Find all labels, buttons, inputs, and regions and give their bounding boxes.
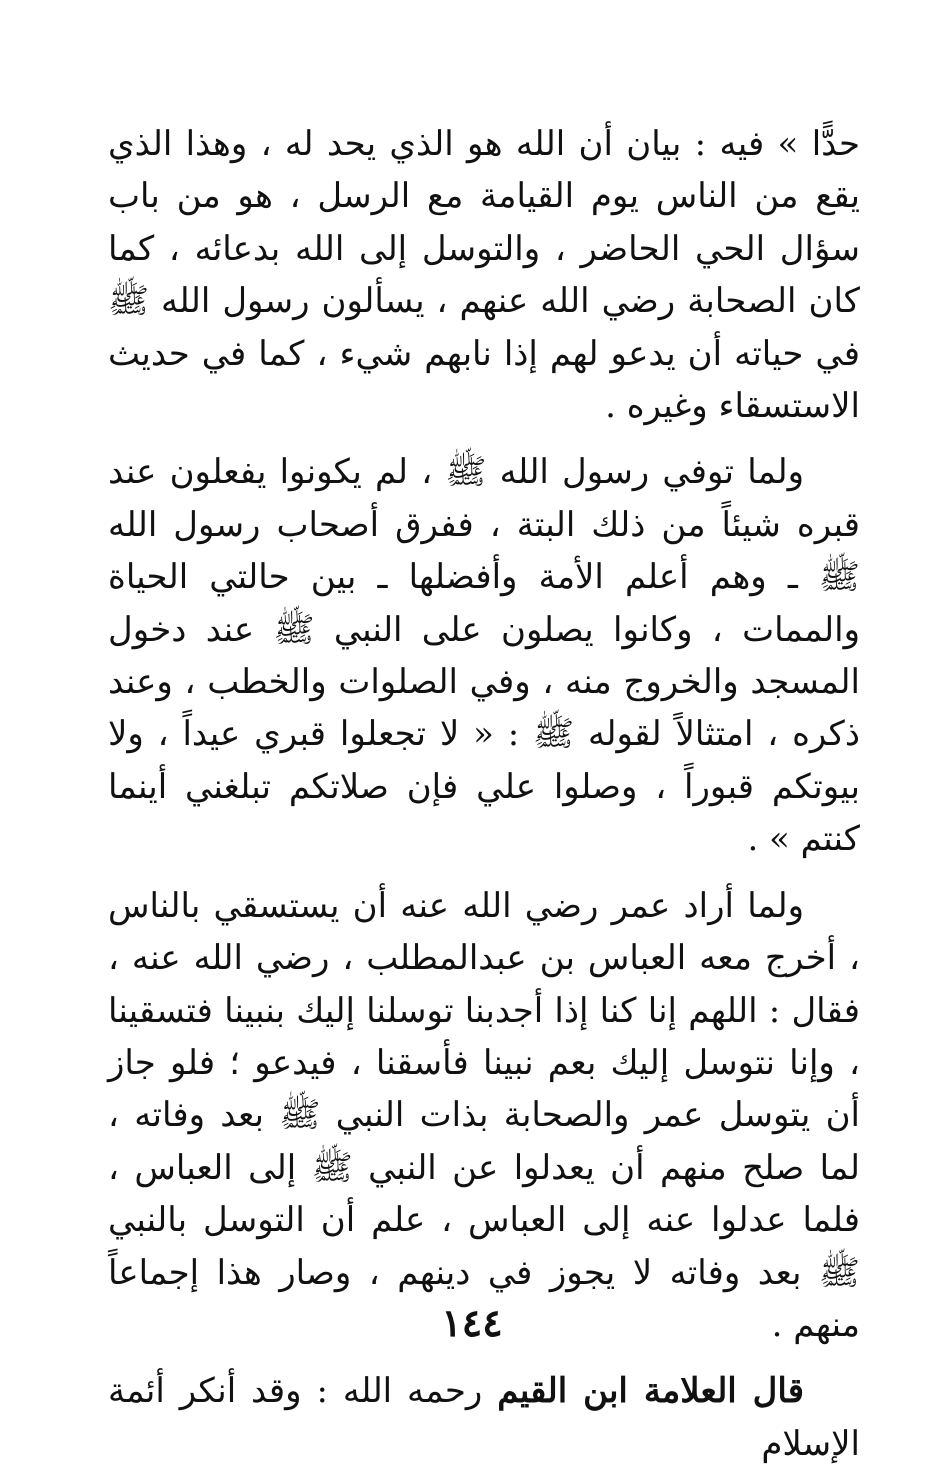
- paragraph-4-text: رحمه الله : وقد أنكر أئمة الإسلام: [108, 1371, 860, 1464]
- paragraph-2: ولما توفي رسول الله ﷺ ، لم يكونوا يفعلون عند قبره شيئاً من ذلك البتة ، ففرق أصحاب رسول الله ﷺ ـ وهم أعلم الأمة وأفضلها ـ بين حالتي الحياة والممات ، وكانوا يصلون على النبي ﷺ عند دخول المسجد والخروج منه ، وفي الصلوات والخطب ، وعند ذكره ، امتثالاً لقوله ﷺ : « لا تجعلوا قبري عيداً ، ولا بيوتكم قبوراً ، وصلوا علي فإن صلاتكم تبلغني أينما كنتم » .: [108, 452, 860, 860]
- page-number: ١٤٤: [441, 1300, 503, 1345]
- paragraph-1: حدًّا » فيه : بيان أن الله هو الذي يحد له ، وهذا الذي يقع من الناس يوم القيامة مع الرسل ، هو من باب سؤال الحي الحاضر ، والتوسل إلى الله بدعائه ، كما كان الصحابة رضي الله عنهم ، يسألون رسول الله ﷺ في حياته أن يدعو لهم إذا نابهم شيء ، كما في حديث الاستسقاء وغيره .: [108, 124, 860, 427]
- paragraph-4: [108, 1365, 860, 1470]
- quote-attribution: قال العلامة ابن القيم: [497, 1371, 805, 1412]
- page-body: [108, 118, 860, 1470]
- paragraph-3: ولما أراد عمر رضي الله عنه أن يستسقي بالناس ، أخرج معه العباس بن عبدالمطلب ، رضي الله عنه ، فقال : اللهم إنا كنا إذا أجدبنا توسلنا إليك بنبينا فتسقينا ، وإنا نتوسل إليك بعم نبينا فأسقنا ، فيدعو ؛ فلو جاز أن يتوسل عمر والصحابة بذات النبي ﷺ بعد وفاته ، لما صلح منهم أن يعدلوا عن النبي ﷺ إلى العباس ، فلما عدلوا عنه إلى العباس ، علم أن التوسل بالنبي ﷺ بعد وفاته لا يجوز في دينهم ، وصار هذا إجماعاً منهم .: [108, 885, 860, 1345]
